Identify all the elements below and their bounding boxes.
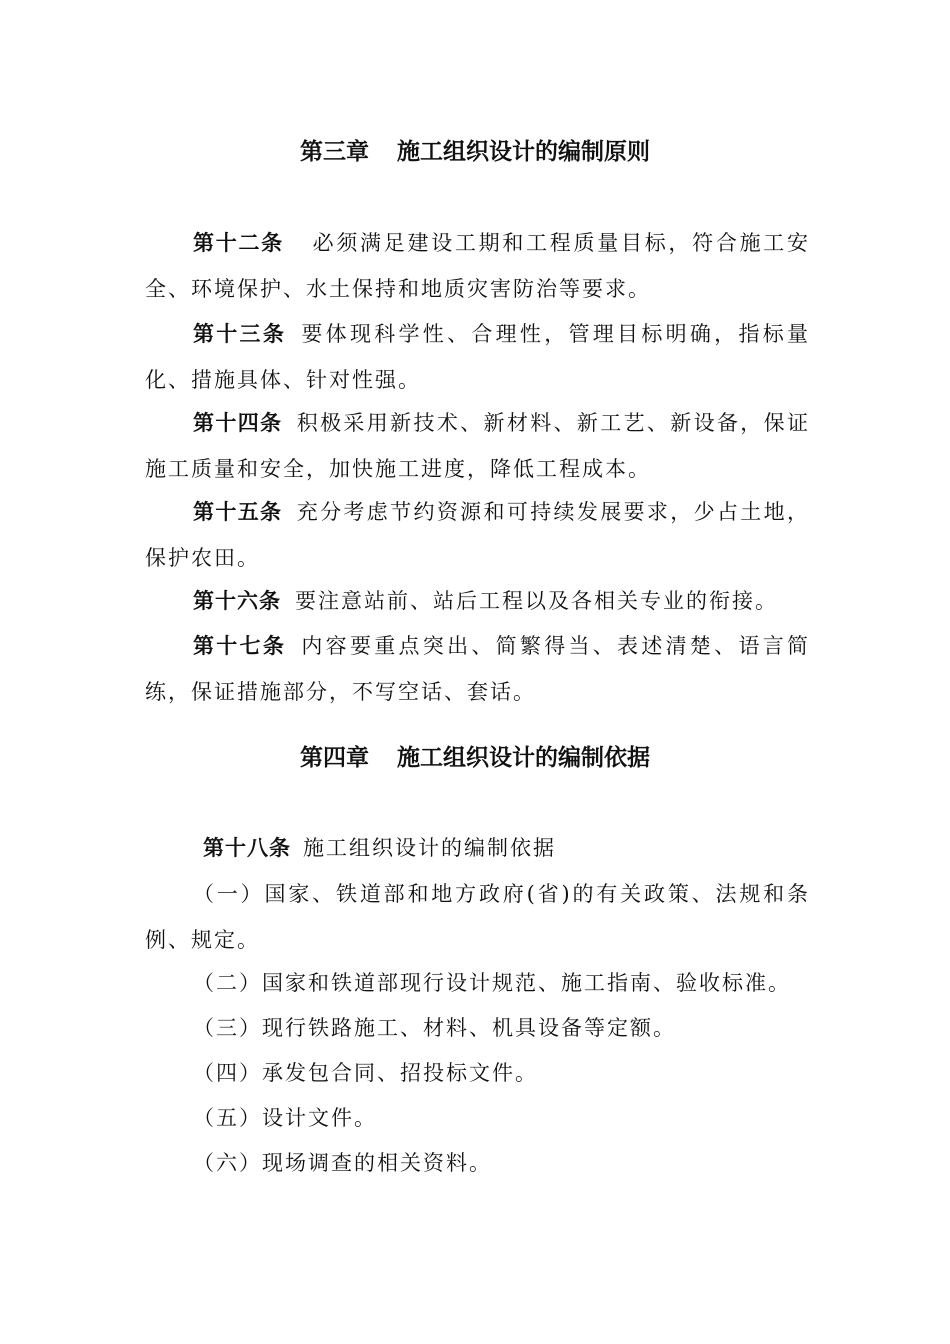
article-label: 第十六条 [193,589,281,613]
basis-item-6 [145,1140,810,1186]
article-13 [145,311,810,403]
article-label: 第十八条 [203,836,291,860]
article-12 [145,220,810,312]
basis-item-text: （一）国家、铁道部和地方政府(省)的有关政策、法规和条例、规定。 [145,882,810,952]
basis-item-text: （四）承发包合同、招投标文件。 [193,1061,538,1085]
article-text: 积极采用新技术、新材料、新工艺、新设备，保证施工质量和安全，加快施工进度，降低工程成本。 [145,411,811,481]
chapter-4-title: 施工组织设计的编制依据 [397,745,650,771]
basis-item-4 [145,1050,810,1096]
article-text: 必须满足建设工期和工程质量目标，符合施工安全、环境保护、水土保持和地质灾害防治等要求。 [145,231,811,301]
article-label: 第十四条 [193,411,283,435]
basis-item-text: （二）国家和铁道部现行设计规范、施工指南、验收标准。 [193,971,791,995]
article-18 [145,825,810,871]
basis-item-text: （三）现行铁路施工、材料、机具设备等定额。 [193,1016,676,1040]
basis-item-3 [145,1005,810,1051]
basis-item-text: （五）设计文件。 [193,1106,377,1130]
chapter-3-number: 第三章 [300,139,369,165]
article-15 [145,489,810,581]
article-text: 施工组织设计的编制依据 [303,836,556,860]
basis-item-5 [145,1095,810,1141]
article-14 [145,400,810,492]
article-16 [145,578,810,624]
article-label: 第十七条 [193,634,287,658]
basis-item-1 [145,871,810,963]
chapter-4-number: 第四章 [300,745,369,771]
article-label: 第十五条 [193,500,283,524]
article-text: 内容要重点突出、简繁得当、表述清楚、语言简练，保证措施部分，不写空话、套话。 [145,634,811,704]
article-label: 第十三条 [193,322,287,346]
chapter-4-heading [0,743,950,773]
article-text: 充分考虑节约资源和可持续发展要求，少占土地，保护农田。 [145,500,811,570]
basis-item-text: （六）现场调查的相关资料。 [193,1151,492,1175]
chapter-3-title: 施工组织设计的编制原则 [397,139,650,165]
basis-item-2 [145,960,810,1006]
article-text: 要体现科学性、合理性，管理目标明确，指标量化、措施具体、针对性强。 [145,322,811,392]
article-text: 要注意站前、站后工程以及各相关专业的衔接。 [295,589,778,613]
chapter-3-heading [0,137,950,167]
article-label: 第十二条 [193,231,284,255]
article-17 [145,623,810,715]
